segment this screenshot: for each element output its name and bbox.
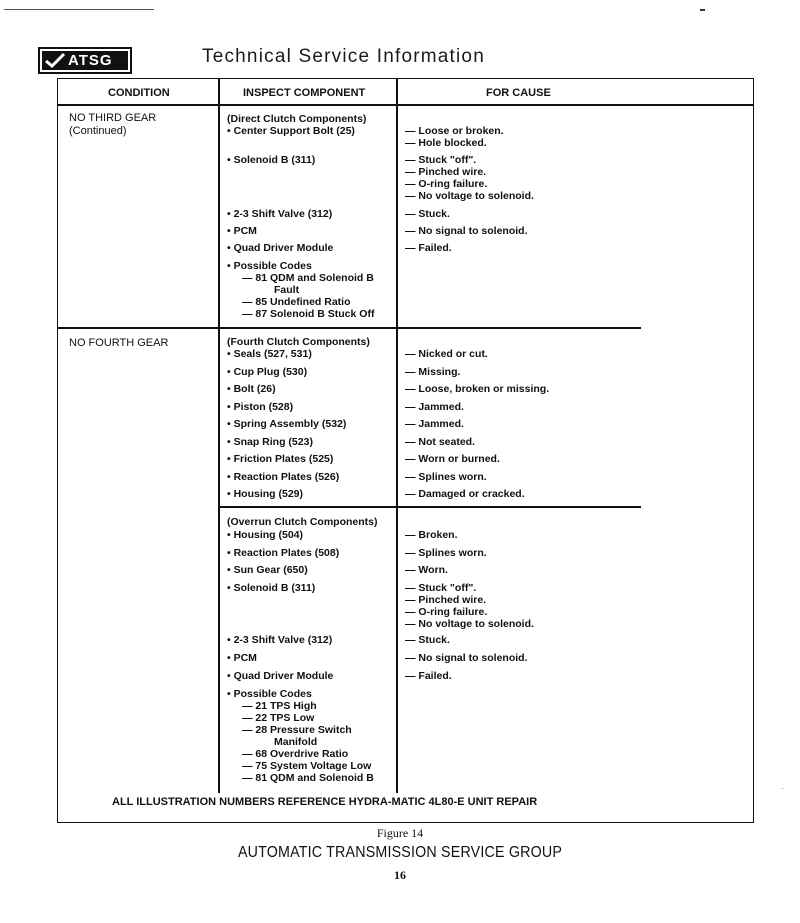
component-item: • Possible Codes bbox=[227, 260, 312, 272]
component-item: • Solenoid B (311) bbox=[227, 154, 316, 166]
code-item: — 21 TPS High bbox=[242, 700, 317, 712]
cause-item: — Broken. bbox=[405, 529, 458, 541]
component-item: • Housing (529) bbox=[227, 488, 304, 500]
atsg-logo bbox=[38, 47, 132, 74]
code-item: — 85 Undefined Ratio bbox=[242, 296, 351, 308]
cause-item: — Worn. bbox=[405, 564, 448, 576]
figure-caption: Figure 14 bbox=[376, 826, 424, 840]
column-divider-2 bbox=[396, 78, 398, 793]
component-item: • 2-3 Shift Valve (312) bbox=[227, 634, 333, 646]
component-item: • Reaction Plates (526) bbox=[227, 471, 340, 483]
cause-item: — Not seated. bbox=[405, 436, 476, 448]
section-rule-1 bbox=[57, 327, 641, 329]
column-header-cause: FOR CAUSE bbox=[486, 87, 551, 99]
component-item: • 2-3 Shift Valve (312) bbox=[227, 208, 333, 220]
component-item: • Cup Plug (530) bbox=[227, 366, 308, 378]
organization-name: AUTOMATIC TRANSMISSION SERVICE GROUP bbox=[237, 844, 563, 861]
component-item: • Seals (527, 531) bbox=[227, 348, 312, 360]
cause-item: — Hole blocked. bbox=[405, 137, 487, 149]
component-group-title: (Overrun Clutch Components) bbox=[227, 516, 378, 528]
code-item: Fault bbox=[274, 284, 300, 296]
condition-line: NO FOURTH GEAR bbox=[69, 337, 169, 349]
component-item: • Piston (528) bbox=[227, 401, 294, 413]
code-item: — 81 QDM and Solenoid B bbox=[242, 772, 374, 784]
component-item: • Reaction Plates (508) bbox=[227, 547, 340, 559]
section-rule-2 bbox=[218, 506, 641, 508]
component-item: • Quad Driver Module bbox=[227, 670, 334, 682]
cause-item: — Pinched wire. bbox=[405, 166, 487, 178]
component-item: • Center Support Bolt (25) bbox=[227, 125, 355, 137]
code-item: — 75 System Voltage Low bbox=[242, 760, 372, 772]
component-item: • PCM bbox=[227, 652, 257, 664]
cause-item: — O-ring failure. bbox=[405, 606, 488, 618]
column-header-condition: CONDITION bbox=[108, 87, 170, 99]
cause-item: — Pinched wire. bbox=[405, 594, 487, 606]
cause-item: — No signal to solenoid. bbox=[405, 652, 528, 664]
component-item: • Sun Gear (650) bbox=[227, 564, 308, 576]
cause-item: — No voltage to solenoid. bbox=[405, 618, 534, 630]
component-item: • Solenoid B (311) bbox=[227, 582, 316, 594]
code-item: — 28 Pressure Switch bbox=[242, 724, 352, 736]
component-item: • Snap Ring (523) bbox=[227, 436, 313, 448]
page-header-title: Technical Service Information bbox=[202, 46, 485, 67]
component-item: • PCM bbox=[227, 225, 257, 237]
cause-item: — No voltage to solenoid. bbox=[405, 190, 534, 202]
cause-item: — Stuck. bbox=[405, 208, 450, 220]
scan-speck bbox=[782, 788, 783, 789]
header-rule bbox=[57, 104, 754, 106]
table-footnote: ALL ILLUSTRATION NUMBERS REFERENCE HYDRA-MATIC 4L80-E UNIT REPAIR bbox=[112, 796, 538, 808]
condition-line: NO THIRD GEAR bbox=[69, 112, 157, 124]
cause-item: — Missing. bbox=[405, 366, 461, 378]
cause-item: — O-ring failure. bbox=[405, 178, 488, 190]
column-divider-1 bbox=[218, 78, 220, 793]
cause-item: — Worn or burned. bbox=[405, 453, 500, 465]
code-item: — 22 TPS Low bbox=[242, 712, 315, 724]
top-edge-line bbox=[4, 9, 154, 10]
logo-text: ATSG bbox=[68, 52, 113, 69]
component-item: • Bolt (26) bbox=[227, 383, 276, 395]
component-item: • Spring Assembly (532) bbox=[227, 418, 347, 430]
cause-item: — Splines worn. bbox=[405, 471, 487, 483]
code-item: — 68 Overdrive Ratio bbox=[242, 748, 349, 760]
scan-mark bbox=[700, 9, 705, 11]
cause-item: — Loose or broken. bbox=[405, 125, 504, 137]
code-item: — 87 Solenoid B Stuck Off bbox=[242, 308, 375, 320]
code-item: Manifold bbox=[274, 736, 318, 748]
cause-item: — Damaged or cracked. bbox=[405, 488, 525, 500]
component-item: • Quad Driver Module bbox=[227, 242, 334, 254]
cause-item: — Stuck. bbox=[405, 634, 450, 646]
checkmark-icon bbox=[42, 51, 68, 70]
component-item: • Housing (504) bbox=[227, 529, 304, 541]
column-header-inspect: INSPECT COMPONENT bbox=[243, 87, 366, 99]
cause-item: — Jammed. bbox=[405, 418, 464, 430]
component-item: • Possible Codes bbox=[227, 688, 312, 700]
component-item: • Friction Plates (525) bbox=[227, 453, 334, 465]
page-number: 16 bbox=[394, 868, 406, 882]
cause-item: — Failed. bbox=[405, 670, 452, 682]
cause-item: — Splines worn. bbox=[405, 547, 487, 559]
cause-item: — Failed. bbox=[405, 242, 452, 254]
cause-item: — No signal to solenoid. bbox=[405, 225, 528, 237]
cause-item: — Jammed. bbox=[405, 401, 464, 413]
cause-item: — Nicked or cut. bbox=[405, 348, 488, 360]
code-item: — 81 QDM and Solenoid B bbox=[242, 272, 374, 284]
cause-item: — Stuck "off". bbox=[405, 154, 477, 166]
cause-item: — Stuck "off". bbox=[405, 582, 477, 594]
cause-item: — Loose, broken or missing. bbox=[405, 383, 550, 395]
condition-line: (Continued) bbox=[69, 125, 127, 137]
component-group-title: (Direct Clutch Components) bbox=[227, 113, 367, 125]
component-group-title: (Fourth Clutch Components) bbox=[227, 336, 370, 348]
